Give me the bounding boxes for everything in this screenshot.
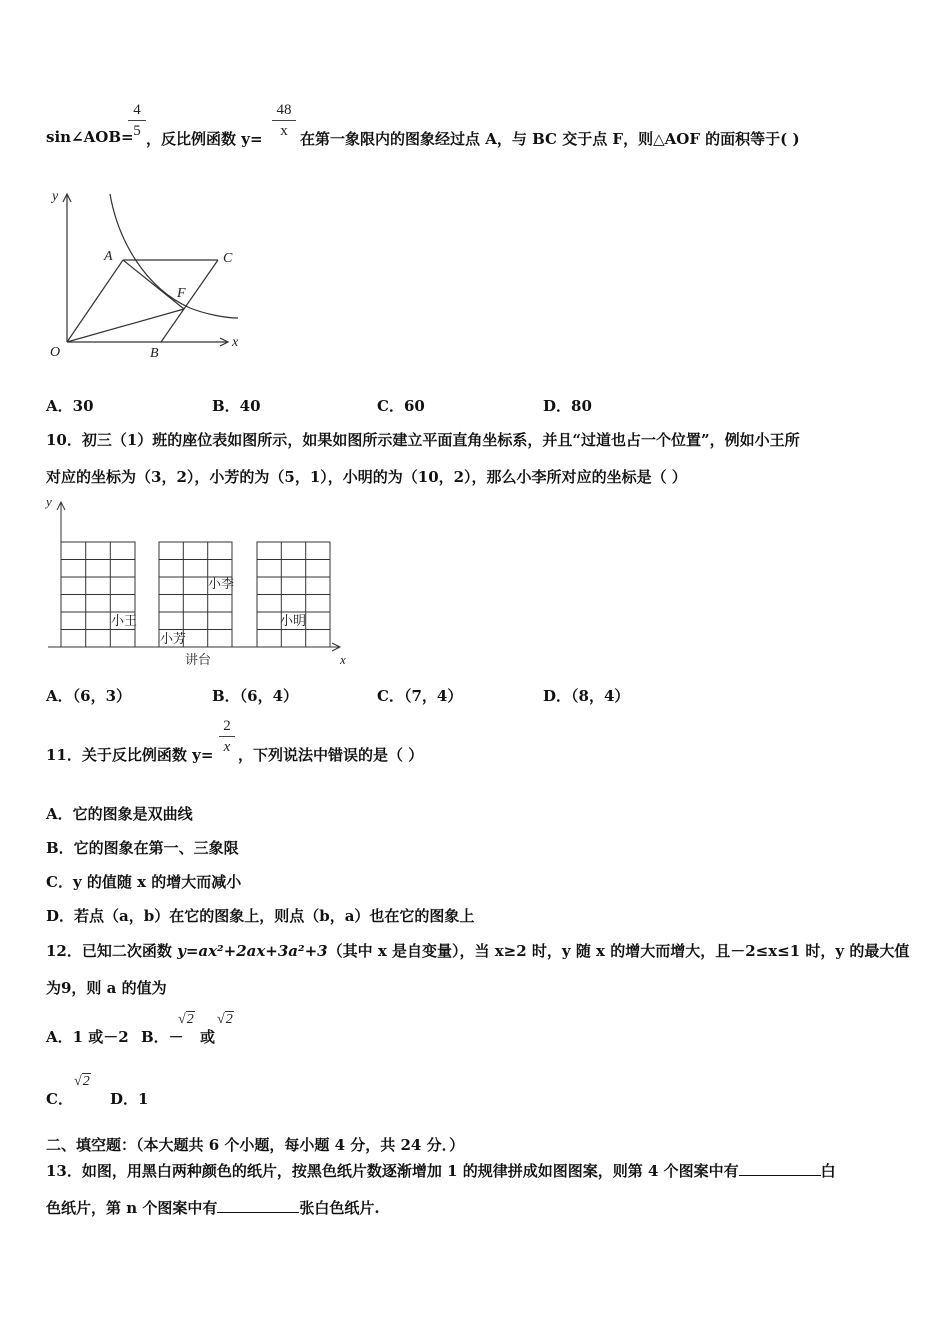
q10-line1: 10．初三（1）班的座位表如图所示，如果如图所示建立平面直角坐标系，并且“过道也占一个位置”，例如小王所 <box>46 431 800 449</box>
q9-option-a: A．30 <box>46 397 94 415</box>
q11-frac-numerator: 2 <box>223 718 231 734</box>
section2-heading: 二、填空题：（本大题共 6 个小题，每小题 4 分，共 24 分．） <box>46 1136 465 1154</box>
q13-line1-end: 白 <box>820 1162 836 1180</box>
q11-option-a: A．它的图象是双曲线 <box>46 805 193 823</box>
q9-frac2-denominator: x <box>280 123 288 139</box>
q9-segment-OA <box>67 260 123 342</box>
q9-label-y: y <box>52 189 59 204</box>
q9-label-F: F <box>177 286 186 301</box>
q10-seat-block-left <box>61 542 138 647</box>
q10-option-b: B．（6，4） <box>212 687 299 705</box>
q9-option-b: B．40 <box>212 397 261 415</box>
q10-line2: 对应的坐标为（3，2），小芳的为（5，1），小明的为（10，2），那么小李所对应的坐标是（ ） <box>46 468 687 486</box>
q9-figure <box>40 180 260 370</box>
q9-mid: ，反比例函数 y= <box>146 130 263 148</box>
q11-option-c: C．y 的值随 x 的增大而减小 <box>46 873 242 891</box>
q11-prefix: 11．关于反比例函数 y= <box>46 746 214 764</box>
q12-option-a: A．1 或－2 <box>46 1028 129 1046</box>
q13-line2-end: 张白色纸片. <box>299 1199 380 1217</box>
q12-option-b-sqrt2: √2 <box>217 1012 233 1027</box>
q13-blank-1[interactable] <box>739 1175 821 1176</box>
q13-line2 <box>46 1197 380 1218</box>
q10-label-xiaowang: 小王 <box>111 614 138 629</box>
q9-segment-CB <box>161 260 218 342</box>
q9-label-x: x <box>232 335 239 350</box>
q12-option-c-sqrt: √2 <box>74 1074 90 1089</box>
q9-segment-OF <box>67 309 184 342</box>
q11-option-d: D．若点（a，b）在它的图象上，则点（b，a）也在它的图象上 <box>46 907 475 925</box>
q13-line1-text: 13．如图，用黑白两种颜色的纸片，按黑色纸片数逐渐增加 1 的规律拼成如图图案，则第 4 个图案中有 <box>46 1162 739 1180</box>
q12-line1-rest: （其中 x 是自变量），当 x≥2 时，y 随 x 的增大而增大，且－2≤x≤1 时，y 的最大值 <box>327 942 910 960</box>
q10-option-a: A．（6，3） <box>46 687 132 705</box>
q12-line2: 为9，则 a 的值为 <box>46 979 167 997</box>
q9-frac1-numerator: 4 <box>133 102 141 118</box>
q9-option-c: C．60 <box>377 397 425 415</box>
q12-option-c-label: C． <box>46 1090 73 1108</box>
q9-suffix: 在第一象限内的图象经过点 A，与 BC 交于点 F，则△AOF 的面积等于( ) <box>300 130 800 148</box>
q12-option-b-or: 或 <box>200 1028 216 1046</box>
q12-line1-start: 12．已知二次函数 <box>46 942 178 960</box>
q12-function: y=ax²+2ax+3a²+3 <box>177 942 328 960</box>
q9-label-O: O <box>50 345 61 360</box>
q9-label-B: B <box>150 346 159 361</box>
q10-label-y: y <box>46 494 52 509</box>
q12-sqrt3-arg: 2 <box>82 1074 90 1089</box>
q12-sqrt1-arg: 2 <box>186 1012 194 1027</box>
q11-fraction <box>219 717 235 756</box>
q10-label-xiaoming: 小明 <box>280 614 307 629</box>
q12-option-b-sqrt1: √2 <box>178 1012 194 1027</box>
q11-option-b: B．它的图象在第一、三象限 <box>46 839 239 857</box>
q9-hyperbola <box>110 194 238 318</box>
q10-option-d: D．（8，4） <box>543 687 630 705</box>
q12-sqrt2-arg: 2 <box>225 1012 233 1027</box>
q10-option-c: C．（7，4） <box>377 687 463 705</box>
q12-option-b-label: B．－ <box>141 1028 184 1046</box>
q11-suffix: ，下列说法中错误的是（ ） <box>238 746 424 764</box>
q13-blank-2[interactable] <box>217 1212 299 1213</box>
q9-fraction-function <box>272 101 296 140</box>
q9-option-d: D．80 <box>543 397 592 415</box>
q11-frac-denominator: x <box>223 739 231 755</box>
q9-label-A: A <box>104 249 113 264</box>
q10-label-xiaoli: 小李 <box>208 577 235 592</box>
q10-seat-figure <box>40 492 360 672</box>
q9-frac2-numerator: 48 <box>276 102 292 118</box>
q9-label-C: C <box>223 251 233 266</box>
q10-label-xiaofang: 小芳 <box>160 632 187 647</box>
q9-segment-AF <box>123 260 184 309</box>
q10-seat-block-right <box>257 542 330 647</box>
q9-prefix: sin∠AOB= <box>46 128 134 146</box>
q13-line1 <box>46 1160 836 1181</box>
q10-label-podium: 讲台 <box>185 653 212 668</box>
q12-line1 <box>46 940 909 961</box>
q10-label-x: x <box>340 652 346 667</box>
q9-frac1-denominator: 5 <box>133 123 141 139</box>
q13-line2-start: 色纸片，第 n 个图案中有 <box>46 1199 218 1217</box>
q9-fraction-sin <box>128 101 146 140</box>
q12-option-d: D．1 <box>110 1090 149 1108</box>
